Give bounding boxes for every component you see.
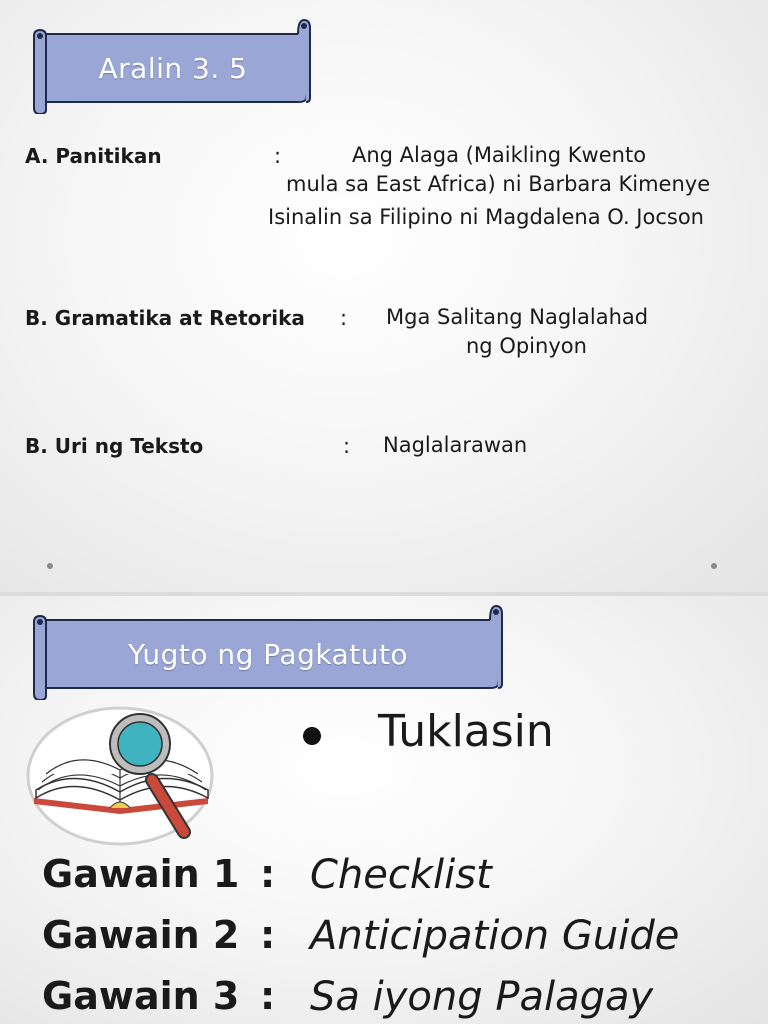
- gawain-row-3: [42, 974, 762, 1024]
- gawain-value: Checklist: [310, 852, 492, 898]
- gawain-colon: :: [260, 913, 276, 957]
- bullet-tuklasin: Tuklasin: [378, 706, 554, 757]
- item-a-line-3: Isinalin sa Filipino ni Magdalena O. Jocson: [268, 205, 704, 229]
- yugto-title: Yugto ng Pagkatuto: [127, 637, 409, 671]
- gawain-row-1: [42, 852, 762, 904]
- item-b-colon: :: [340, 306, 348, 330]
- item-c-label: B. Uri ng Teksto: [25, 434, 204, 458]
- yugto-banner: [28, 604, 504, 700]
- slide-yugto: [0, 596, 768, 1024]
- item-c-colon: :: [343, 434, 351, 458]
- item-a-line-2: mula sa East Africa) ni Barbara Kimenye: [286, 172, 711, 196]
- gawain-colon: :: [260, 974, 276, 1018]
- gawain-row-2: [42, 913, 762, 965]
- gawain-colon: :: [260, 852, 276, 896]
- item-a-label: A. Panitikan: [25, 144, 162, 168]
- item-b-line-2: ng Opinyon: [466, 334, 587, 358]
- gawain-value: Anticipation Guide: [310, 913, 680, 959]
- item-a-colon: :: [274, 144, 282, 168]
- gawain-label: Gawain 3: [42, 974, 240, 1018]
- aralin-banner: [28, 18, 312, 114]
- slide-dot-left: [47, 563, 53, 569]
- item-c-line-1: Naglalarawan: [383, 433, 528, 457]
- aralin-title: Aralin 3. 5: [98, 51, 248, 85]
- item-b-label: B. Gramatika at Retorika: [25, 306, 305, 330]
- item-b-line-1: Mga Salitang Naglalahad: [386, 305, 649, 329]
- gawain-value: Sa iyong Palagay: [310, 974, 654, 1020]
- slide-dot-right: [711, 563, 717, 569]
- item-a-line-1: Ang Alaga (Maikling Kwento: [352, 143, 647, 167]
- gawain-label: Gawain 2: [42, 913, 240, 957]
- bullet-icon: [303, 727, 321, 745]
- gawain-label: Gawain 1: [42, 852, 240, 896]
- book-magnifier-icon: [24, 704, 220, 852]
